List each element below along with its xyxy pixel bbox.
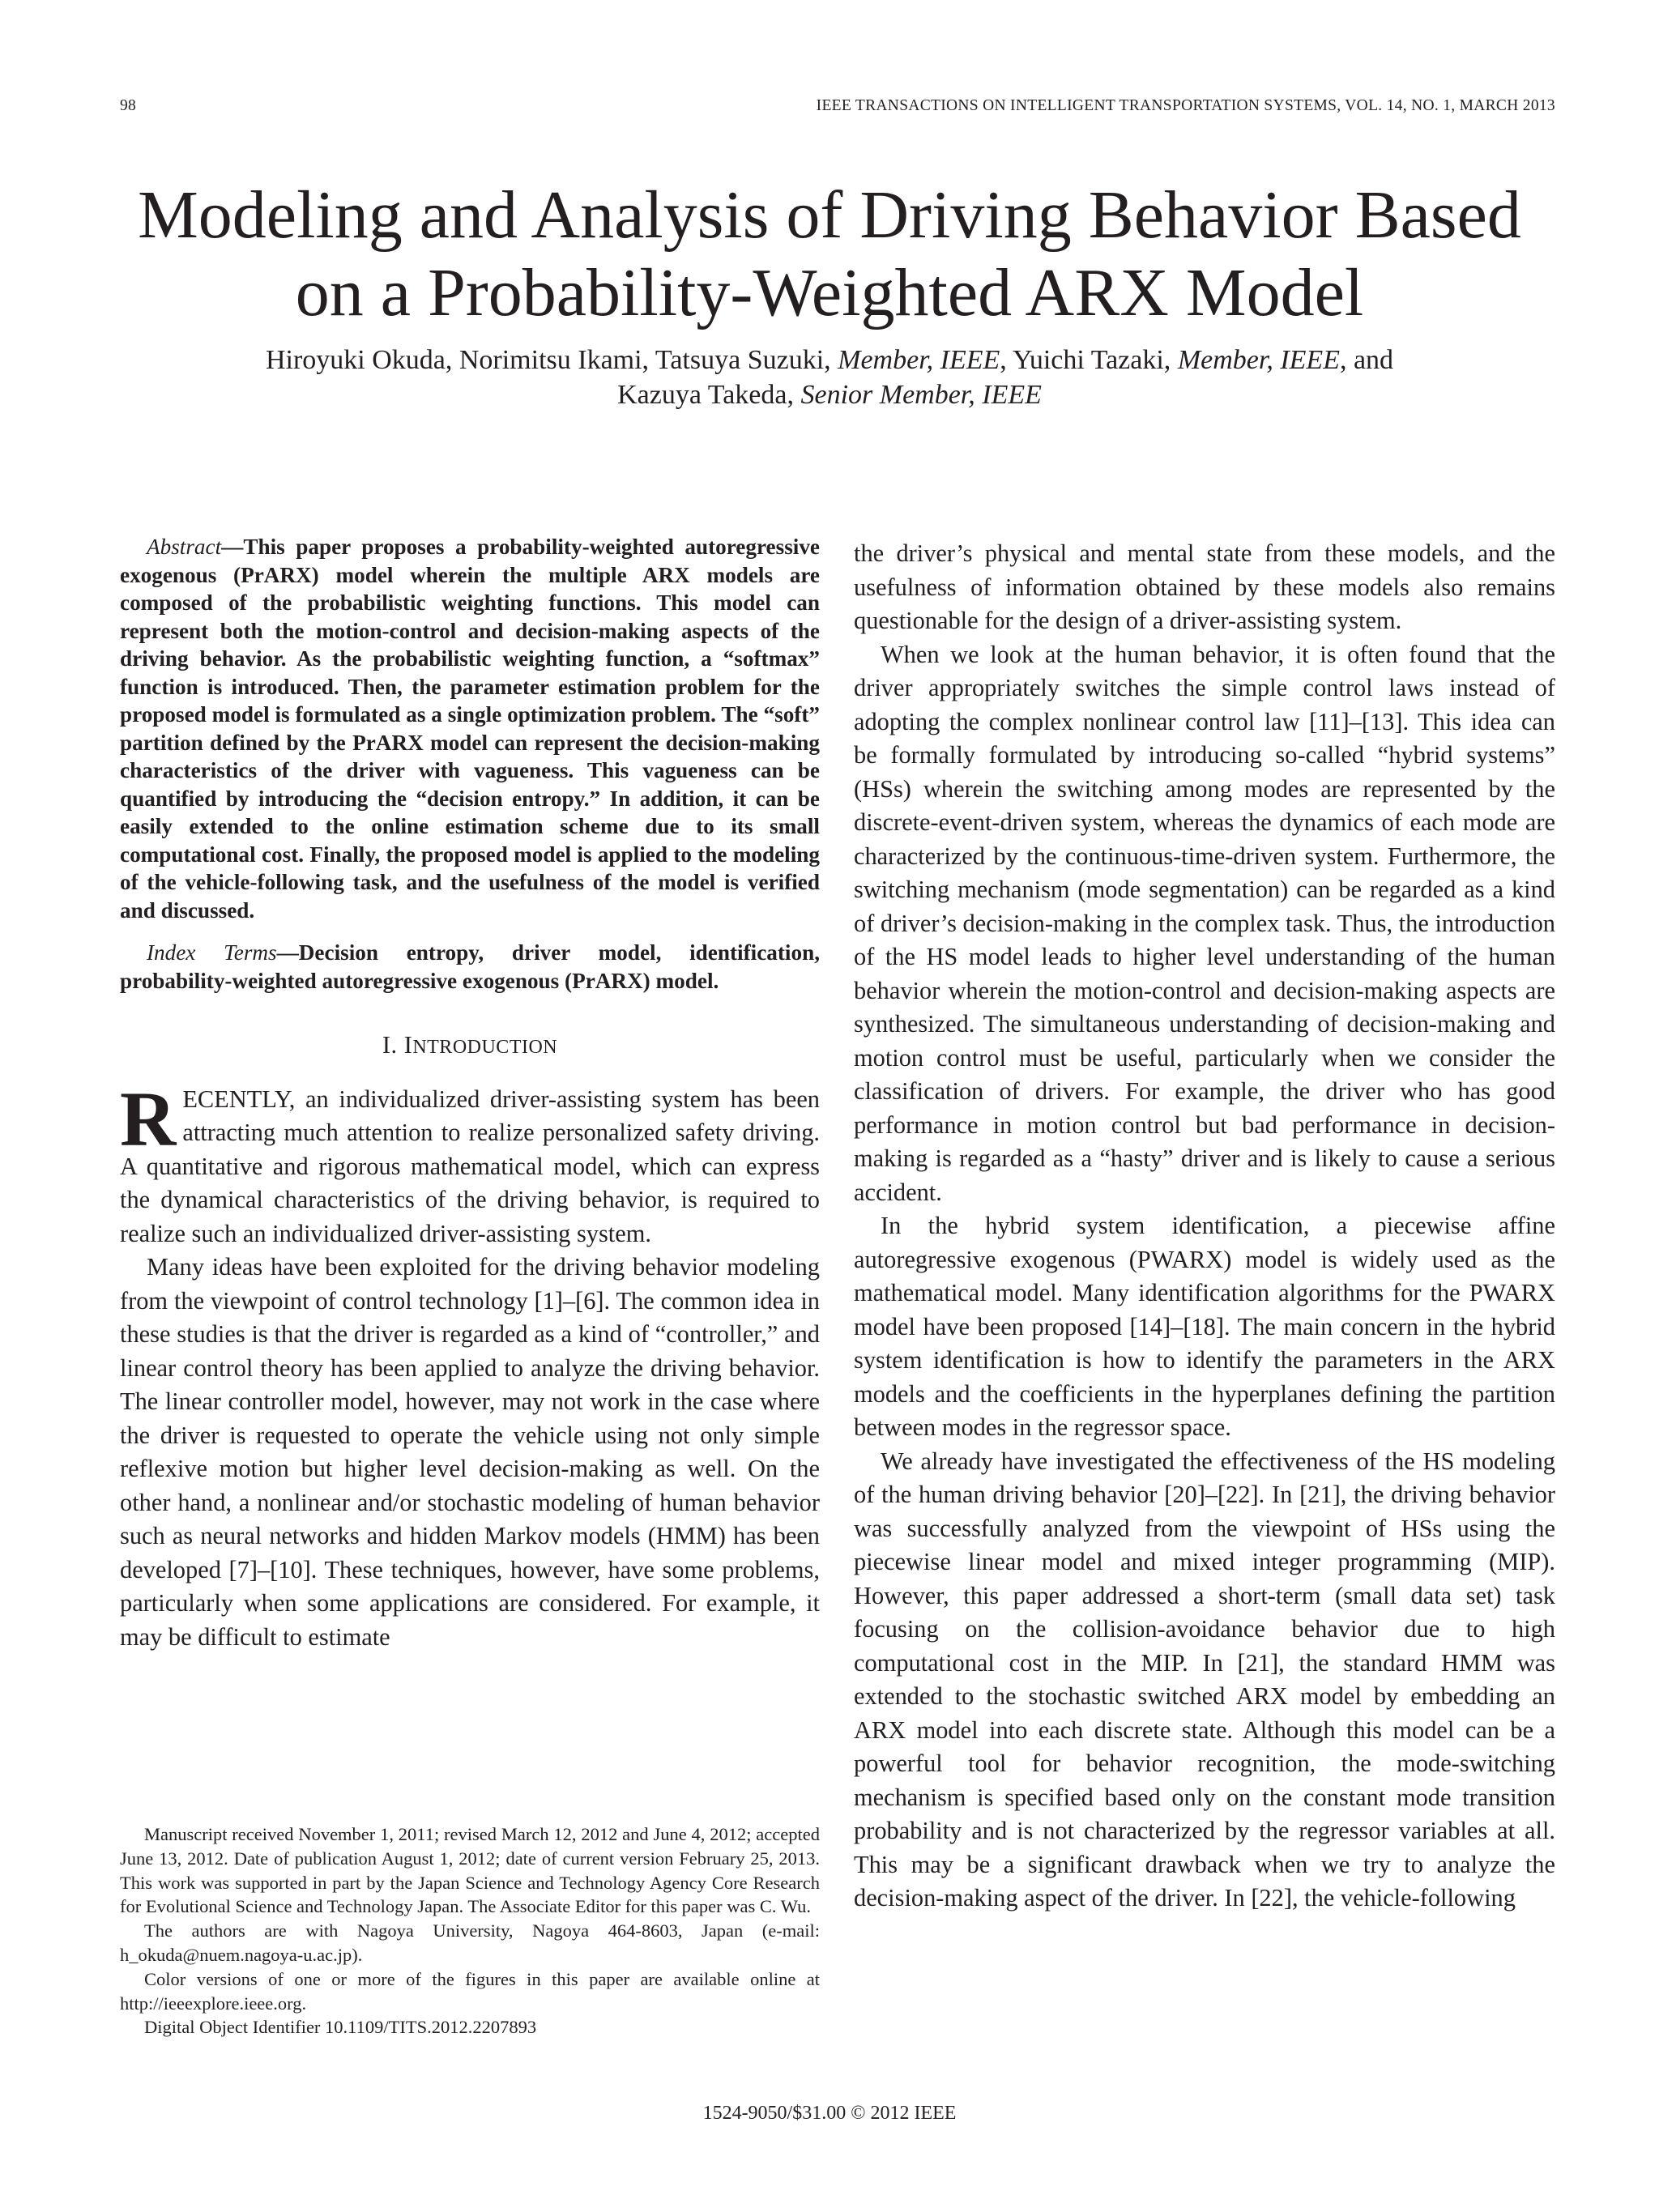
paper-title bbox=[81, 177, 1578, 332]
title-line-1: Modeling and Analysis of Driving Behavior Based bbox=[138, 177, 1521, 253]
page-number: 98 bbox=[120, 97, 137, 114]
right-paragraph-4: We already have investigated the effectiveness of the HS modeling of the human driving behavior [20]–[22]. In [21], the driving behavior was successfully analyzed from the viewpoint of HSs using the piecewise linear model and mixed integer programming (MIP). However, this paper addressed a short-term (small data set) task focusing on the collision-avoidance behavior due to high computational cost in the MIP. In [21], the standard HMM was extended to the stochastic switched ARX model by embedding an ARX model into each discrete state. Although this model can be a powerful tool for behavior recognition, the mode-switching mechanism is specified based only on the constant mode transition probability and is not characterized by the regressor variables at all. This may be a significant drawback when we try to analyze the decision-making aspect of the driver. In [22], the vehicle-following bbox=[854, 1447, 1555, 1912]
index-terms-text: —Decision entropy, driver model, identification, probability-weighted autoregressive exogenous (PrARX) model. bbox=[120, 940, 820, 993]
author-list bbox=[81, 343, 1578, 412]
intro-paragraph-1 bbox=[120, 1075, 820, 1251]
authors-names-2: , Yuichi Tazaki, bbox=[1000, 345, 1178, 375]
left-column bbox=[120, 533, 820, 1654]
authors-conjunction: , and bbox=[1339, 345, 1394, 375]
footnote-affiliation: The authors are with Nagoya University, Nagoya 464-8603, Japan (e-mail: h_okuda@nuem.nagoya-u.ac.jp). bbox=[120, 1920, 820, 1965]
authors-names-1: Hiroyuki Okuda, Norimitsu Ikami, Tatsuya Suzuki, bbox=[265, 345, 838, 375]
right-paragraph-3: In the hybrid system identification, a piecewise affine autoregressive exogenous (PWARX) model is widely used as the mathematical model. Many identification algorithms for the PWARX model have been proposed [14]–[18]. The main concern in the hybrid system identification is how to identify the parameters in the ARX models and the coefficients in the hyperplanes defining the partition between modes in the regressor space. bbox=[854, 1212, 1555, 1441]
copyright-footer: 1524-9050/$31.00 © 2012 IEEE bbox=[702, 2103, 957, 2124]
abstract bbox=[120, 533, 820, 924]
right-paragraph-1: the driver’s physical and mental state from these models, and the usefulness of information obtained by these models also remains questionable for the design of a driver-assisting system. bbox=[854, 539, 1555, 634]
running-header: IEEE TRANSACTIONS ON INTELLIGENT TRANSPORTATION SYSTEMS, VOL. 14, NO. 1, MARCH 2013 bbox=[816, 97, 1555, 114]
author-membership: Senior Member, IEEE bbox=[800, 380, 1042, 410]
intro-paragraph-1-text: ECENTLY, an individualized driver-assisting system has been attracting much attention to realize personalized safety driving. A quantitative and rigorous mathematical model, which can express the dynamical characteristics of the driving behavior, is required to realize such an individualized driver-assisting system. bbox=[120, 1085, 820, 1247]
right-column bbox=[854, 537, 1555, 1916]
footnote-manuscript: Manuscript received November 1, 2011; revised March 12, 2012 and June 4, 2012; accepted June 13, 2012. Date of publication August 1, 2012; date of current version February 25, 2013. This work was supported in part by the Japan Science and Technology Agency Core Research for Evolutional Science and Technology Japan. The Associate Editor for this paper was C. Wu. bbox=[120, 1824, 820, 1917]
author-membership: Member, IEEE bbox=[1177, 345, 1340, 375]
author-line-2 bbox=[81, 377, 1578, 412]
right-paragraph-2: When we look at the human behavior, it is often found that the driver appropriately switches the simple control laws instead of adopting the complex nonlinear control law [11]–[13]. This idea can be formally formulated by introducing so-called “hybrid systems” (HSs) wherein the switching among modes are represented by the discrete-event-driven system, whereas the dynamics of each mode are characterized by the continuous-time-driven system. Furthermore, the switching mechanism (mode segmentation) can be regarded as a kind of driver’s decision-making in the complex task. Thus, the introduction of the HS model leads to higher level understanding of the human behavior wherein the motion-control and decision-making aspects are synthesized. The simultaneous understanding of decision-making and motion control must be useful, particularly when we consider the classification of drivers. For example, the driver who has good performance in motion control but bad performance in decision-making is regarded as a “hasty” driver and is likely to cause a serious accident. bbox=[854, 640, 1555, 1206]
author-line-1 bbox=[81, 343, 1578, 377]
section-heading-initial: I bbox=[403, 1031, 413, 1059]
abstract-text: —This paper proposes a probability-weighted autoregressive exogenous (PrARX) model wherein the multiple ARX models are composed of the probabilistic weighting functions. This model can represent both the motion-control and decision-making aspects of the driving behavior. As the probabilistic weighting function, a “softmax” function is introduced. Then, the parameter estimation problem for the proposed model is formulated as a single optimization problem. The “soft” partition defined by the PrARX model can represent the decision-making characteristics of the driver with vagueness. This vagueness can be quantified by introducing the “decision entropy.” In addition, it can be easily extended to the online estimation scheme due to its small computational cost. Finally, the proposed model is applied to the modeling of the vehicle-following task, and the usefulness of the model is verified and discussed. bbox=[120, 535, 820, 923]
index-terms-label: Index Terms bbox=[147, 940, 277, 965]
section-heading-rest: NTRODUCTION bbox=[412, 1037, 558, 1058]
footnote-color-note: Color versions of one or more of the figures in this paper are available online at http://ieeexplore.ieee.org. bbox=[120, 1968, 820, 2014]
authors-names-3: Kazuya Takeda, bbox=[617, 380, 801, 410]
drop-cap: R bbox=[120, 1075, 177, 1162]
section-heading-introduction bbox=[120, 1029, 820, 1065]
abstract-label: Abstract bbox=[147, 535, 222, 559]
title-line-2: on a Probability-Weighted ARX Model bbox=[295, 255, 1364, 330]
footnote bbox=[120, 1822, 820, 2039]
footnote-doi: Digital Object Identifier 10.1109/TITS.2012.2207893 bbox=[144, 2017, 537, 2038]
index-terms bbox=[120, 939, 820, 995]
section-numeral: I. bbox=[382, 1031, 404, 1059]
author-membership: Member, IEEE bbox=[838, 345, 1000, 375]
intro-paragraph-2: Many ideas have been exploited for the driving behavior modeling from the viewpoint of control technology [1]–[6]. The common idea in these studies is that the driver is regarded as a kind of “controller,” and linear control theory has been applied to analyze the driving behavior. The linear controller model, however, may not work in the case where the driver is requested to operate the vehicle using not only simple reflexive motion but higher level decision-making as well. On the other hand, a nonlinear and/or stochastic modeling of human behavior such as neural networks and hidden Markov models (HMM) has been developed [7]–[10]. These techniques, however, have some problems, particularly when some applications are considered. For example, it may be difficult to estimate bbox=[120, 1253, 820, 1651]
